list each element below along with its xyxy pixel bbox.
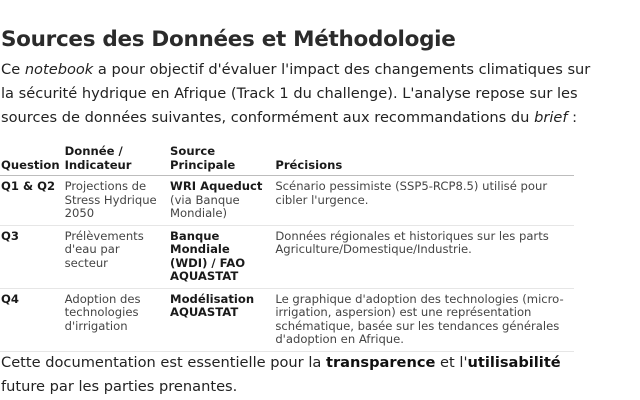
- outro-text-3: future par les parties prenantes.: [1, 378, 238, 395]
- intro-notebook-term: notebook: [24, 61, 94, 78]
- source-bold: Banque Mondiale (WDI) / FAO AQUASTAT: [170, 228, 246, 283]
- header-question: Question: [0, 145, 64, 176]
- cell-indicator: Projections de Stress Hydrique 2050: [64, 176, 169, 226]
- header-source: Source Principale: [169, 145, 274, 176]
- outro-text-1: Cette documentation est essentielle pour la: [1, 354, 326, 371]
- table-row: [0, 176, 574, 226]
- intro-text-2: a pour objectif d'évaluer l'impact des changements climatiques sur la sécurité hydrique en Afrique (Track 1 du challenge). L'analyse repose sur les sources de données suivantes, conformément aux recommandations du: [1, 61, 591, 126]
- intro-text-3: :: [567, 109, 578, 126]
- section-title: Sources des Données et Méthodologie: [1, 27, 456, 52]
- cell-question: Q3: [0, 225, 64, 288]
- table-row: [0, 288, 574, 351]
- table-row: [0, 225, 574, 288]
- outro-utilisabilite: utilisabilité: [467, 354, 561, 371]
- cell-details: Le graphique d'adoption des technologies (micro-irrigation, aspersion) est une représentation schématique, basée sur les tendances générales d'adoption en Afrique.: [274, 288, 574, 351]
- table-header-row: [0, 145, 574, 176]
- source-rest: (via Banque Mondiale): [170, 192, 240, 220]
- intro-brief-term: brief: [534, 109, 568, 126]
- source-bold: Modélisation AQUASTAT: [170, 291, 255, 319]
- cell-indicator: Adoption des technologies d'irrigation: [64, 288, 169, 351]
- cell-indicator: Prélèvements d'eau par secteur: [64, 225, 169, 288]
- cell-source: [169, 225, 274, 288]
- outro-paragraph: [1, 351, 601, 399]
- header-details: Précisions: [274, 145, 574, 176]
- outro-text-2: et l': [435, 354, 468, 371]
- intro-text-1: Ce: [1, 61, 25, 78]
- source-bold: WRI Aqueduct: [170, 179, 263, 193]
- data-sources-table: [0, 145, 574, 352]
- cell-source: [169, 288, 274, 351]
- intro-paragraph: [1, 58, 601, 130]
- outro-transparence: transparence: [325, 354, 436, 371]
- cell-question: Q1 & Q2: [0, 176, 64, 226]
- cell-details: Scénario pessimiste (SSP5-RCP8.5) utilisé pour cibler l'urgence.: [274, 176, 574, 226]
- cell-question: Q4: [0, 288, 64, 351]
- cell-source: [169, 176, 274, 226]
- header-indicator: Donnée / Indicateur: [64, 145, 169, 176]
- cell-details: Données régionales et historiques sur les parts Agriculture/Domestique/Industrie.: [274, 225, 574, 288]
